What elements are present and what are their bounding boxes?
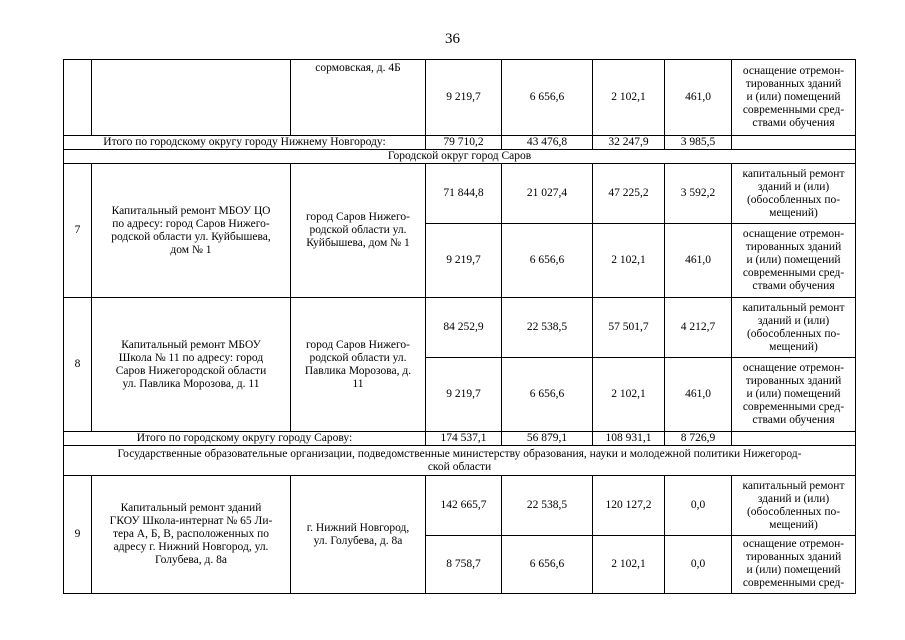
row-number: 9: [64, 476, 92, 594]
value-cell: 22 538,5: [502, 298, 593, 358]
value-cell: 84 252,9: [426, 298, 502, 358]
value-cell: 461,0: [665, 224, 732, 298]
total-value: 79 710,2: [426, 136, 502, 150]
address-cell: сормовская, д. 4Б: [291, 60, 426, 136]
object-name: Капитальный ремонт МБОУ ЦО по адресу: город Саров Нижего- родской области ул. Куйбышева, дом № 1: [92, 164, 291, 298]
value-cell: 4 212,7: [665, 298, 732, 358]
value-cell: 47 225,2: [593, 164, 665, 224]
value-cell: 6 656,6: [502, 358, 593, 432]
section-title: Государственные образовательные организации, подведомственные министерству образования, науки и молодежной политики Нижегород- ской области: [64, 446, 856, 476]
value-cell: 21 027,4: [502, 164, 593, 224]
value-cell: 6 656,6: [502, 60, 593, 136]
value-cell: 2 102,1: [593, 358, 665, 432]
table-row: [64, 298, 856, 358]
object-name: Капитальный ремонт МБОУ Школа № 11 по адресу: город Саров Нижегородской области ул. Павлика Морозова, д. 11: [92, 298, 291, 432]
section-header-row: [64, 150, 856, 164]
value-cell: 9 219,7: [426, 224, 502, 298]
address-cell: город Саров Нижего- родской области ул. Куйбышева, дом № 1: [291, 164, 426, 298]
value-cell: 461,0: [665, 60, 732, 136]
purpose-cell: капитальный ремонт зданий и (или) (обособленных по- мещений): [732, 298, 856, 358]
purpose-cell: оснащение отремон- тированных зданий и (или) помещений современными сред-: [732, 536, 856, 594]
value-cell: 0,0: [665, 536, 732, 594]
section-header-row: [64, 446, 856, 476]
funding-table: [63, 59, 856, 594]
purpose-cell: оснащение отремон- тированных зданий и (или) помещений современными сред- ствами обучения: [732, 60, 856, 136]
total-value: 32 247,9: [593, 136, 665, 150]
section-title: Городской округ город Саров: [64, 150, 856, 164]
value-cell: 120 127,2: [593, 476, 665, 536]
value-cell: 0,0: [665, 476, 732, 536]
value-cell: 2 102,1: [593, 536, 665, 594]
value-cell: 9 219,7: [426, 358, 502, 432]
table-row: [64, 476, 856, 536]
object-name: Капитальный ремонт зданий ГКОУ Школа-интернат № 65 Ли- тера А, Б, В, расположенных по адресу г. Нижний Новгород, ул. Голубева, д. 8а: [92, 476, 291, 594]
value-cell: 9 219,7: [426, 60, 502, 136]
total-row: [64, 136, 856, 150]
value-cell: 142 665,7: [426, 476, 502, 536]
total-value: 108 931,1: [593, 432, 665, 446]
value-cell: 57 501,7: [593, 298, 665, 358]
page-number: 36: [445, 31, 460, 47]
purpose-cell: капитальный ремонт зданий и (или) (обособленных по- мещений): [732, 164, 856, 224]
total-row: [64, 432, 856, 446]
value-cell: 2 102,1: [593, 60, 665, 136]
row-number: 8: [64, 298, 92, 432]
address-cell: г. Нижний Новгород, ул. Голубева, д. 8а: [291, 476, 426, 594]
value-cell: 2 102,1: [593, 224, 665, 298]
value-cell: 461,0: [665, 358, 732, 432]
total-value: 56 879,1: [502, 432, 593, 446]
purpose-cell: оснащение отремон- тированных зданий и (или) помещений современными сред- ствами обучения: [732, 224, 856, 298]
total-value: 3 985,5: [665, 136, 732, 150]
total-value: 43 476,8: [502, 136, 593, 150]
value-cell: 8 758,7: [426, 536, 502, 594]
total-value: 8 726,9: [665, 432, 732, 446]
value-cell: 71 844,8: [426, 164, 502, 224]
value-cell: 6 656,6: [502, 536, 593, 594]
table-row: [64, 164, 856, 224]
purpose-cell: капитальный ремонт зданий и (или) (обособленных по- мещений): [732, 476, 856, 536]
total-label: Итого по городскому округу городу Нижнему Новгороду:: [64, 136, 426, 150]
total-value: 174 537,1: [426, 432, 502, 446]
table-row: [64, 60, 856, 136]
address-cell: город Саров Нижего- родской области ул. Павлика Морозова, д. 11: [291, 298, 426, 432]
total-label: Итого по городскому округу городу Сарову:: [64, 432, 426, 446]
value-cell: 6 656,6: [502, 224, 593, 298]
row-number: 7: [64, 164, 92, 298]
purpose-cell: оснащение отремон- тированных зданий и (или) помещений современными сред- ствами обучения: [732, 358, 856, 432]
value-cell: 22 538,5: [502, 476, 593, 536]
value-cell: 3 592,2: [665, 164, 732, 224]
